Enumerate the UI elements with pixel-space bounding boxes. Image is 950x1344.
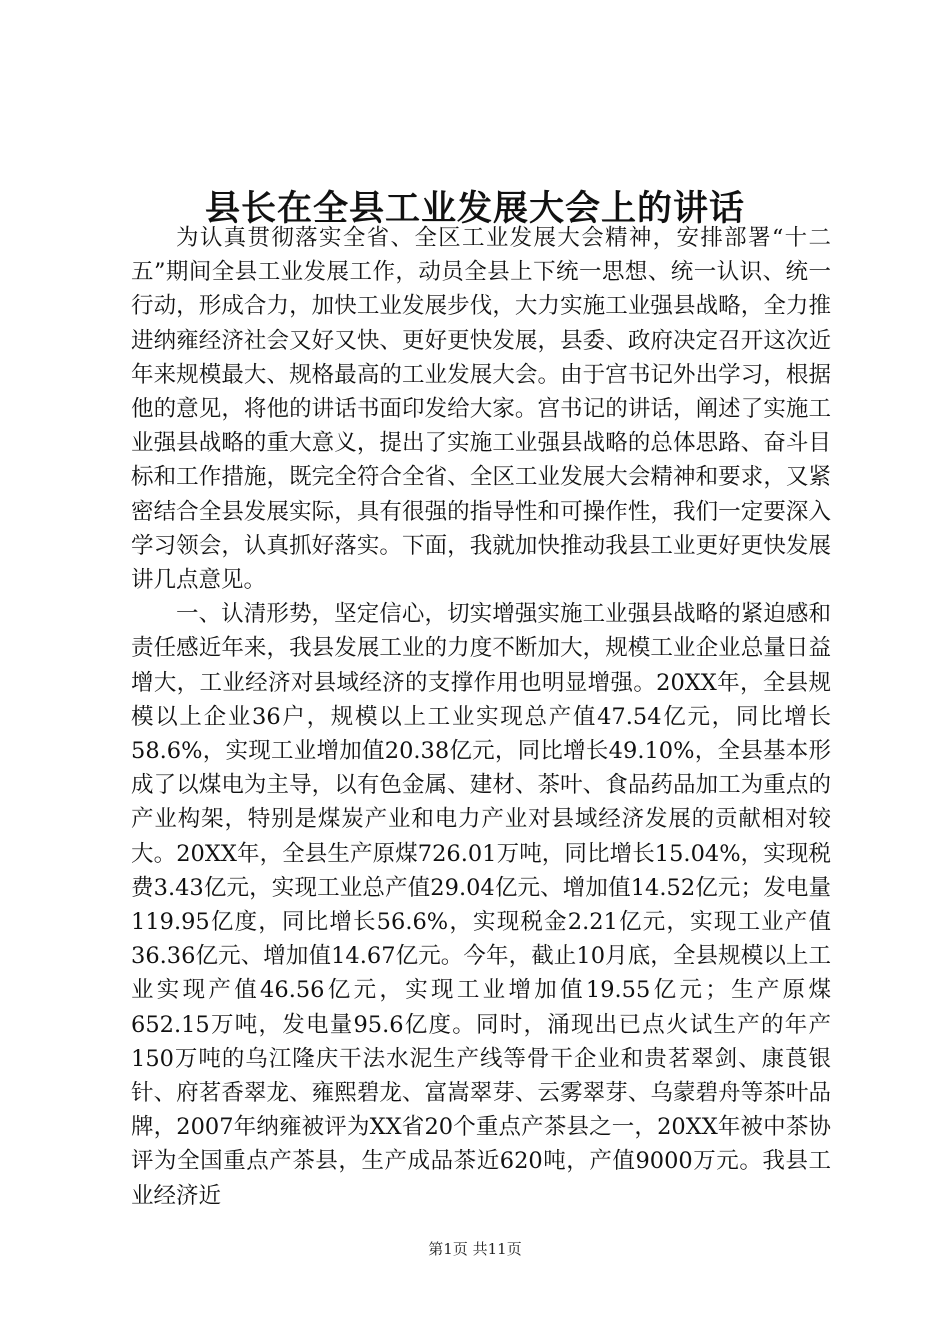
- paragraph-section-one: 一、认清形势，坚定信心，切实增强实施工业强县战略的紧迫感和责任感近年来，我县发展工业的力度不断加大，规模工业企业总量日益增大，工业经济对县域经济的支撑作用也明显增强。20XX年，全县规模以上企业36户，规模以上工业实现总产值47.54亿元，同比增长58.6%，实现工业增加值20.38亿元，同比增长49.10%，全县基本形成了以煤电为主导，以有色金属、建材、茶叶、食品药品加工为重点的产业构架，特别是煤炭产业和电力产业对县域经济发展的贡献相对较大。20XX年，全县生产原煤726.01万吨，同比增长15.04%，实现税费3.43亿元，实现工业总产值29.04亿元、增加值14.52亿元；发电量119.95亿度，同比增长56.6%，实现税金2.21亿元，实现工业产值36.36亿元、增加值14.67亿元。今年，截止10月底，全县规模以上工业实现产值46.56亿元，实现工业增加值19.55亿元；生产原煤652.15万吨，发电量95.6亿度。同时，涌现出已点火试生产的年产150万吨的乌江隆庆干法水泥生产线等骨干企业和贵茗翠剑、康莨银针、府茗香翠龙、雍熙碧龙、富嵩翠芽、云雾翠芽、乌蒙碧舟等茶叶品牌，2007年纳雍被评为XX省20个重点产茶县之一，20XX年被中茶协评为全国重点产茶县，生产成品茶近620吨，产值9000万元。我县工业经济近: [131, 601, 831, 1209]
- page-title: 县长在全县工业发展大会上的讲话: [204, 188, 745, 229]
- page-number-footer: 第1页 共11页: [428, 1240, 522, 1258]
- paragraph-intro: 为认真贯彻落实全省、全区工业发展大会精神，安排部署“十二五”期间全县工业发展工作，动员全县上下统一思想、统一认识、统一行动，形成合力，加快工业发展步伐，大力实施工业强县战略，全力推进纳雍经济社会又好又快、更好更快发展，县委、政府决定召开这次近年来规模最大、规格最高的工业发展大会。由于宫书记外出学习，根据他的意见，将他的讲话书面印发给大家。宫书记的讲话，阐述了实施工业强县战略的重大意义，提出了实施工业强县战略的总体思路、奋斗目标和工作措施，既完全符合全省、全区工业发展大会精神和要求，又紧密结合全县发展实际，具有很强的指导性和可操作性，我们一定要深入学习领会，认真抓好落实。下面，我就加快推动我县工业更好更快发展讲几点意见。: [131, 225, 831, 594]
- document-body: [131, 221, 831, 1213]
